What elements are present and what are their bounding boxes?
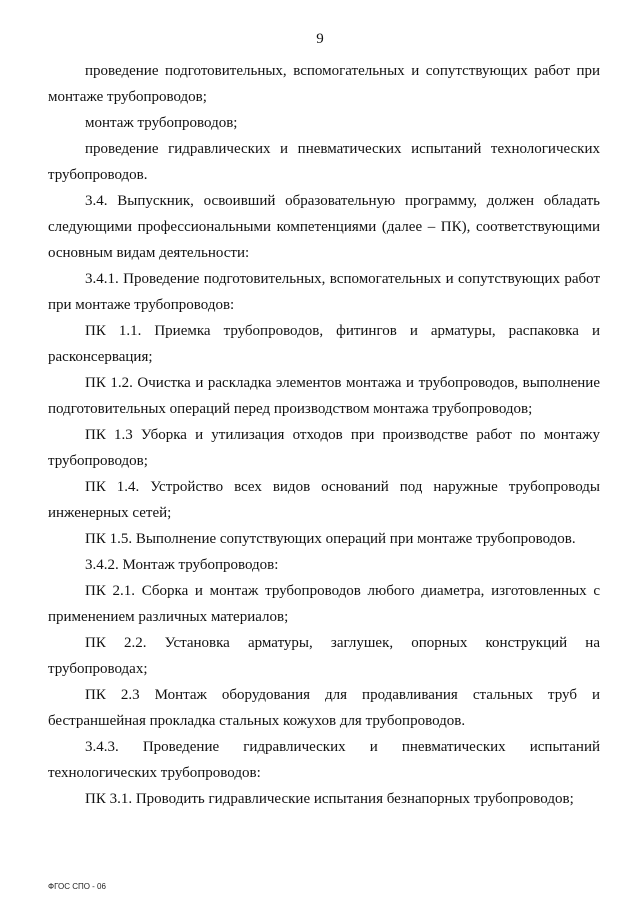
paragraph-testing: проведение гидравлических и пневматических испытаний технологических трубопроводов. — [48, 141, 600, 183]
paragraph-pk-3-1: ПК 3.1. Проводить гидравлические испытания безнапорных трубопроводов; — [85, 791, 574, 807]
paragraph-3-4-3: 3.4.3. Проведение гидравлических и пневматических испытаний технологических трубопроводов: — [48, 739, 600, 781]
paragraph-pk-1-2: ПК 1.2. Очистка и раскладка элементов монтажа и трубопроводов, выполнение подготовительных операций перед производством монтажа трубопроводов; — [48, 375, 600, 417]
paragraph-pk-2-1: ПК 2.1. Сборка и монтаж трубопроводов любого диаметра, изготовленных с применением различных материалов; — [48, 583, 600, 625]
footer-document-code: ФГОС СПО - 06 — [48, 882, 106, 891]
paragraph-prep-works: проведение подготовительных, вспомогательных и сопутствующих работ при монтаже трубопроводов; — [48, 63, 600, 105]
paragraph-3-4-2: 3.4.2. Монтаж трубопроводов: — [85, 557, 279, 573]
paragraph-pipeline-mounting: монтаж трубопроводов; — [85, 115, 238, 131]
page-number: 9 — [316, 31, 324, 47]
paragraph-pk-2-3: ПК 2.3 Монтаж оборудования для продавливания стальных труб и бестраншейная прокладка стальных кожухов для трубопроводов. — [48, 687, 600, 729]
paragraph-pk-1-4: ПК 1.4. Устройство всех видов оснований под наружные трубопроводы инженерных сетей; — [48, 479, 600, 521]
paragraph-pk-1-5: ПК 1.5. Выполнение сопутствующих операций при монтаже трубопроводов. — [85, 531, 576, 547]
paragraph-pk-1-1: ПК 1.1. Приемка трубопроводов, фитингов и арматуры, распаковка и расконсервация; — [48, 323, 600, 365]
paragraph-pk-2-2: ПК 2.2. Установка арматуры, заглушек, опорных конструкций на трубопроводах; — [48, 635, 600, 677]
paragraph-pk-1-3: ПК 1.3 Уборка и утилизация отходов при производстве работ по монтажу трубопроводов; — [48, 427, 600, 469]
document-body — [48, 58, 600, 812]
paragraph-3-4: 3.4. Выпускник, освоивший образовательную программу, должен обладать следующими профессиональными компетенциями (далее – ПК), соответствующими основным видам деятельности: — [48, 193, 600, 261]
paragraph-3-4-1: 3.4.1. Проведение подготовительных, вспомогательных и сопутствующих работ при монтаже трубопроводов: — [48, 271, 600, 313]
